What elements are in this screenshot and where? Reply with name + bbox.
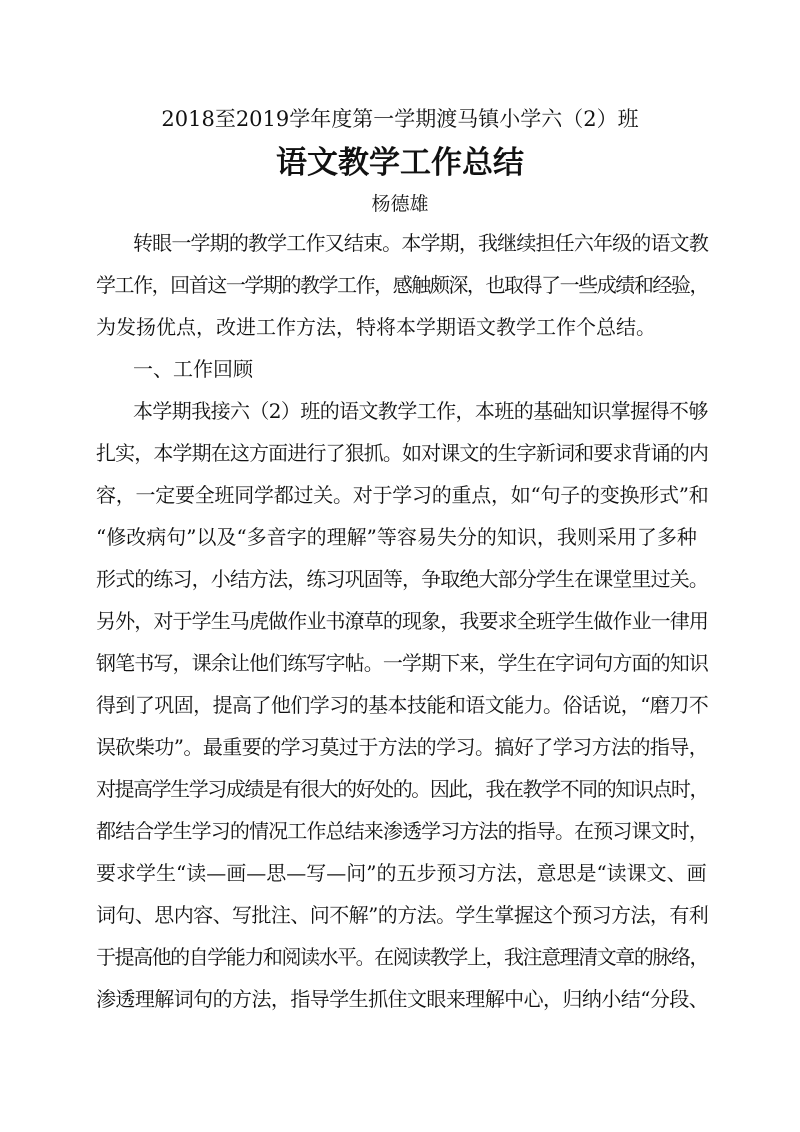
body-line: 容，一定要全班同学都过关。对于学习的重点，如“句子的变换形式”和 — [96, 483, 709, 507]
body-line: 渗透理解词句的方法，指导学生抓住文眼来理解中心，归纳小结“分段、 — [96, 987, 709, 1011]
body-line: 本学期我接六（2）班的语文教学工作，本班的基础知识掌握得不够 — [133, 399, 708, 423]
body-line: 形式的练习，小结方法，练习巩固等，争取绝大部分学生在课堂里过关。 — [96, 567, 708, 591]
body-line: 于提高他的自学能力和阅读水平。在阅读教学上，我注意理清文章的脉络， — [96, 945, 708, 969]
body-line: 转眼一学期的教学工作又结束。本学期，我继续担任六年级的语文教 — [133, 231, 708, 255]
body-line: 误砍柴功”。最重要的学习莫过于方法的学习。搞好了学习方法的指导， — [96, 735, 709, 759]
body-line: 得到了巩固，提高了他们学习的基本技能和语文能力。俗话说，“磨刀不 — [96, 693, 709, 717]
body-line: 对提高学生学习成绩是有很大的好处的。因此，我在教学不同的知识点时， — [96, 777, 708, 801]
section-heading: 一、工作回顾 — [133, 357, 253, 381]
body-line: “修改病句”以及“多音字的理解”等容易失分的知识，我则采用了多种 — [96, 525, 697, 549]
body-line: 词句、思内容、写批注、问不解”的方法。学生掌握这个预习方法，有利 — [96, 903, 709, 927]
document-title: 语文教学工作总结 — [276, 145, 524, 181]
body-line: 另外，对于学生马虎做作业书潦草的现象，我要求全班学生做作业一律用 — [96, 609, 708, 633]
body-line: 学工作，回首这一学期的教学工作，感触颇深，也取得了一些成绩和经验， — [96, 273, 708, 297]
body-line: 为发扬优点，改进工作方法，特将本学期语文教学工作个总结。 — [96, 315, 656, 339]
body-line: 要求学生“读—画—思—写—问”的五步预习方法，意思是“读课文、画 — [96, 861, 707, 885]
document-author: 杨德雄 — [371, 193, 429, 215]
document-subtitle: 2018至2019学年度第一学期渡马镇小学六（2）班 — [161, 107, 639, 131]
body-line: 扎实，本学期在这方面进行了狠抓。如对课文的生字新词和要求背诵的内 — [96, 441, 708, 465]
body-line: 都结合学生学习的情况工作总结来渗透学习方法的指导。在预习课文时， — [96, 819, 708, 843]
body-line: 钢笔书写，课余让他们练写字帖。一学期下来，学生在字词句方面的知识 — [96, 651, 708, 675]
